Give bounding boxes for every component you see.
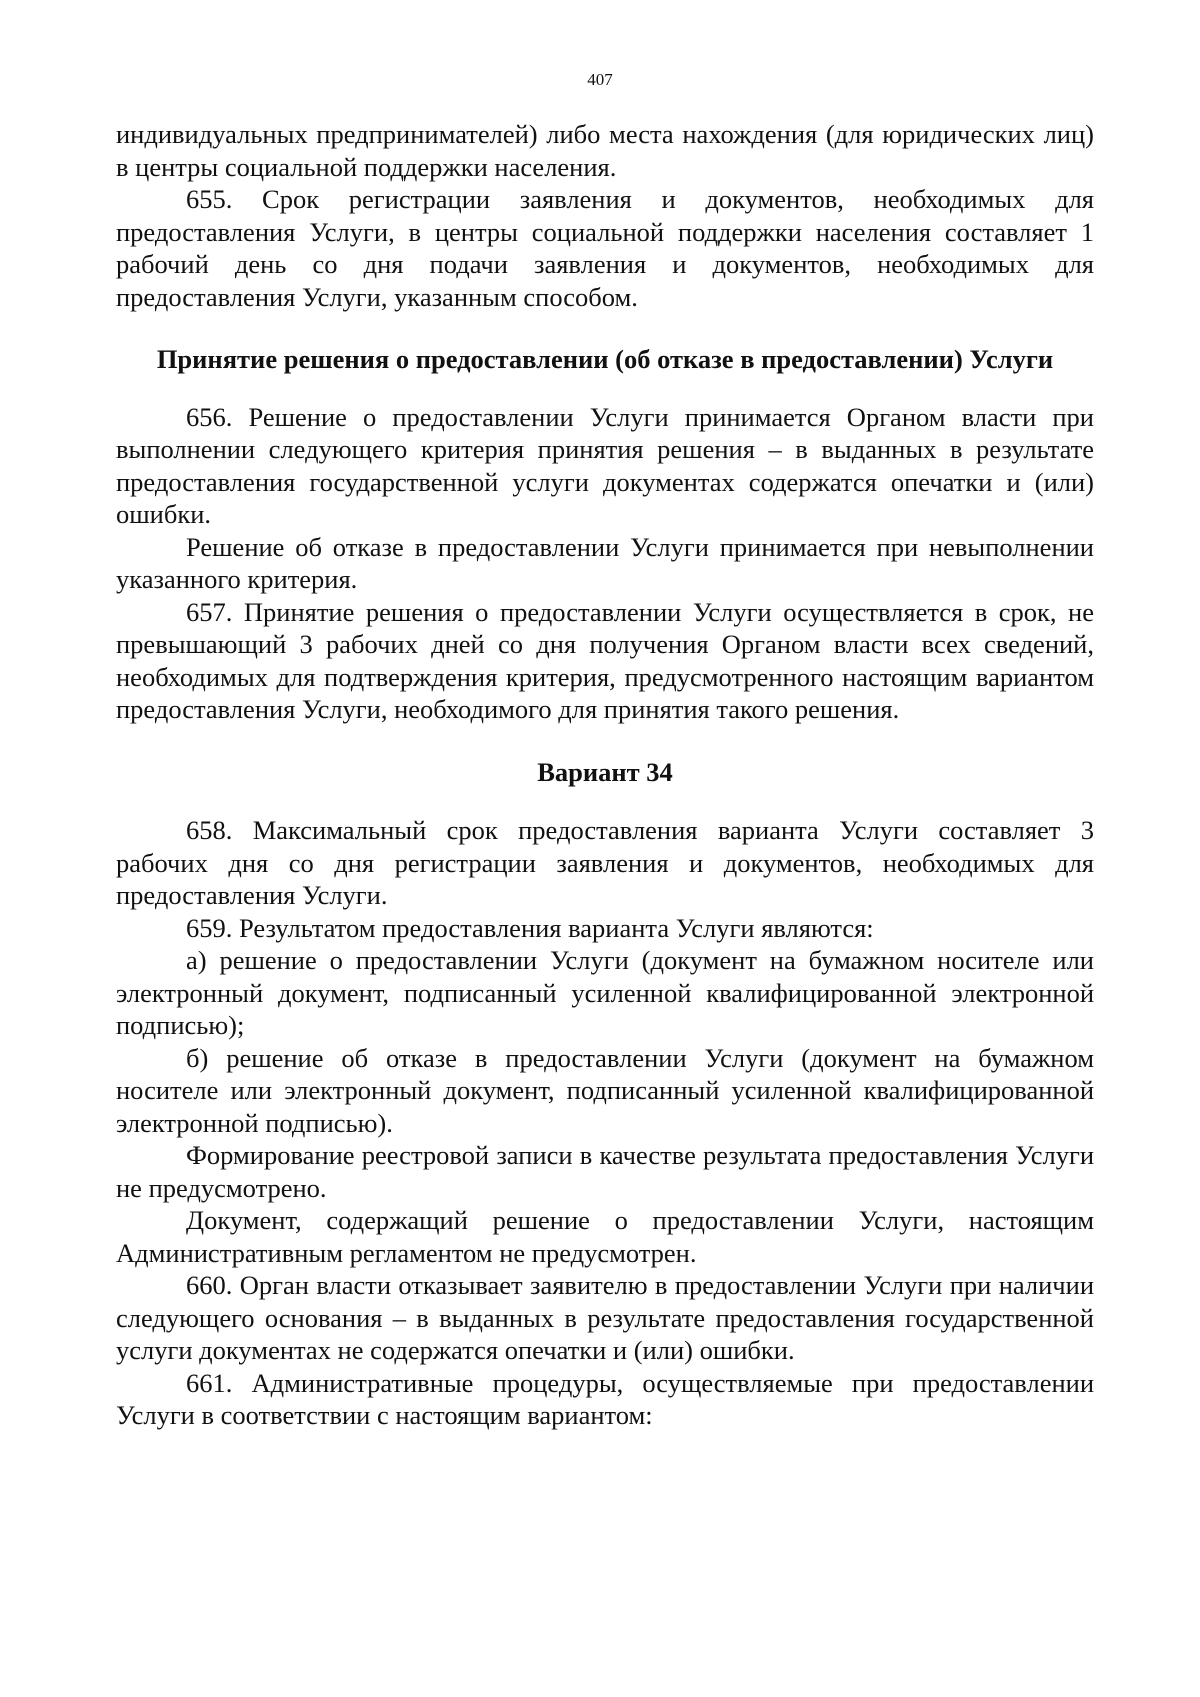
- paragraph-refusal-decision: Решение об отказе в предоставлении Услуги принимается при невыполнении указанного критерия.: [116, 531, 1094, 594]
- paragraph-registry-record: Формирование реестровой записи в качестве результата предоставления Услуги не предусмотрено.: [116, 1140, 1094, 1203]
- paragraph-continuation: индивидуальных предпринимателей) либо места нахождения (для юридических лиц) в центры социальной поддержки населения.: [116, 119, 1094, 182]
- paragraph-655: 655. Срок регистрации заявления и документов, необходимых для предоставления Услуги, в центры социальной поддержки населения составляет 1 рабочий день со дня подачи заявления и документов, необходимых для предоставления Услуги, указанным способом.: [116, 184, 1094, 312]
- list-item-b: б) решение об отказе в предоставлении Услуги (документ на бумажном носителе или электронный документ, подписанный усиленной квалифицированной электронной подписью).: [116, 1042, 1094, 1138]
- page-number: 407: [587, 70, 613, 89]
- paragraph-657: 657. Принятие решения о предоставлении Услуги осуществляется в срок, не превышающий 3 рабочих дней со дня получения Органом власти всех сведений, необходимых для подтверждения критерия, предусмотренного настоящим вариантом предоставления Услуги, необходимого для принятия такого решения.: [116, 596, 1094, 724]
- paragraph-658: 658. Максимальный срок предоставления варианта Услуги составляет 3 рабочих дня со дня регистрации заявления и документов, необходимых для предоставления Услуги.: [116, 815, 1094, 910]
- paragraph-660: 660. Орган власти отказывает заявителю в предоставлении Услуги при наличии следующего основания – в выданных в результате предоставления государственной услуги документах не содержатся опечатки и (или) ошибки.: [116, 1270, 1094, 1365]
- document-body: [116, 118, 1094, 1432]
- section-heading-decision: Принятие решения о предоставлении (об отказе в предоставлении) Услуги: [156, 344, 1054, 374]
- list-item-a: а) решение о предоставлении Услуги (документ на бумажном носителе или электронный документ, подписанный усиленной квалифицированной электронной подписью);: [116, 945, 1094, 1040]
- paragraph-661: 661. Административные процедуры, осуществляемые при предоставлении Услуги в соответствии с настоящим вариантом:: [116, 1367, 1094, 1430]
- paragraph-document-decision: Документ, содержащий решение о предоставлении Услуги, настоящим Административным регламентом не предусмотрен.: [116, 1205, 1094, 1268]
- paragraph-656: 656. Решение о предоставлении Услуги принимается Органом власти при выполнении следующего критерия принятия решения – в выданных в результате предоставления государственной услуги документах содержатся опечатки и (или) ошибки.: [116, 401, 1094, 529]
- paragraph-659: 659. Результатом предоставления варианта Услуги являются:: [186, 912, 874, 943]
- section-heading-variant: Вариант 34: [537, 756, 673, 787]
